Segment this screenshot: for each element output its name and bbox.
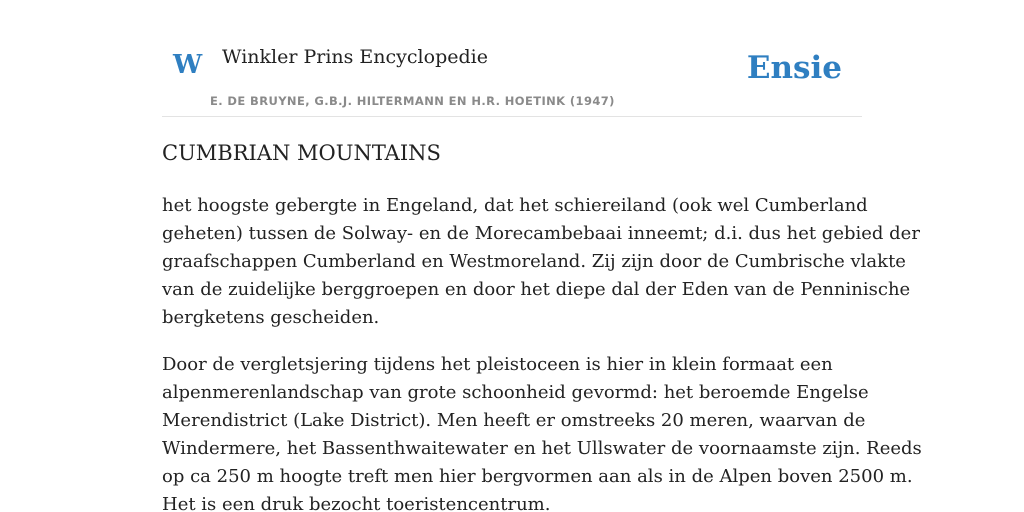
- winkler-prins-logo[interactable]: W: [173, 50, 203, 80]
- paragraph-line: Merendistrict (Lake District). Men heeft er omstreeks 20 meren, waarvan de: [162, 410, 866, 431]
- paragraph-line: graafschappen Cumberland en Westmoreland. Zij zijn door de Cumbrische vlakte: [162, 251, 906, 272]
- source-header: [162, 40, 862, 117]
- paragraph-line: geheten) tussen de Solway- en de Morecambebaai inneemt; d.i. dus het gebied der: [162, 223, 920, 244]
- article-title: CUMBRIAN MOUNTAINS: [162, 141, 441, 165]
- article-paragraph: [162, 192, 920, 332]
- source-title[interactable]: Winkler Prins Encyclopedie: [222, 46, 488, 68]
- paragraph-line: alpenmerenlandschap van grote schoonheid gevormd: het beroemde Engelse: [162, 382, 869, 403]
- paragraph-line: op ca 250 m hoogte treft men hier bergvormen aan als in de Alpen boven 2500 m.: [162, 466, 913, 487]
- ensie-logo[interactable]: Ensie: [746, 50, 842, 86]
- paragraph-line: van de zuidelijke berggroepen en door het diepe dal der Eden van de Penninische: [162, 279, 911, 300]
- source-authors: E. DE BRUYNE, G.B.J. HILTERMANN EN H.R. HOETINK (1947): [210, 94, 615, 108]
- paragraph-line: bergketens gescheiden.: [162, 307, 380, 328]
- paragraph-line: het hoogste gebergte in Engeland, dat het schiereiland (ook wel Cumberland: [162, 195, 868, 216]
- paragraph-line: Het is een druk bezocht toeristencentrum.: [162, 494, 551, 512]
- article-paragraph: [162, 351, 922, 512]
- article-body: [162, 192, 922, 512]
- paragraph-line: Windermere, het Bassenthwaitewater en het Ullswater de voornaamste zijn. Reeds: [162, 438, 922, 459]
- paragraph-line: Door de vergletsjering tijdens het pleistoceen is hier in klein formaat een: [162, 354, 833, 375]
